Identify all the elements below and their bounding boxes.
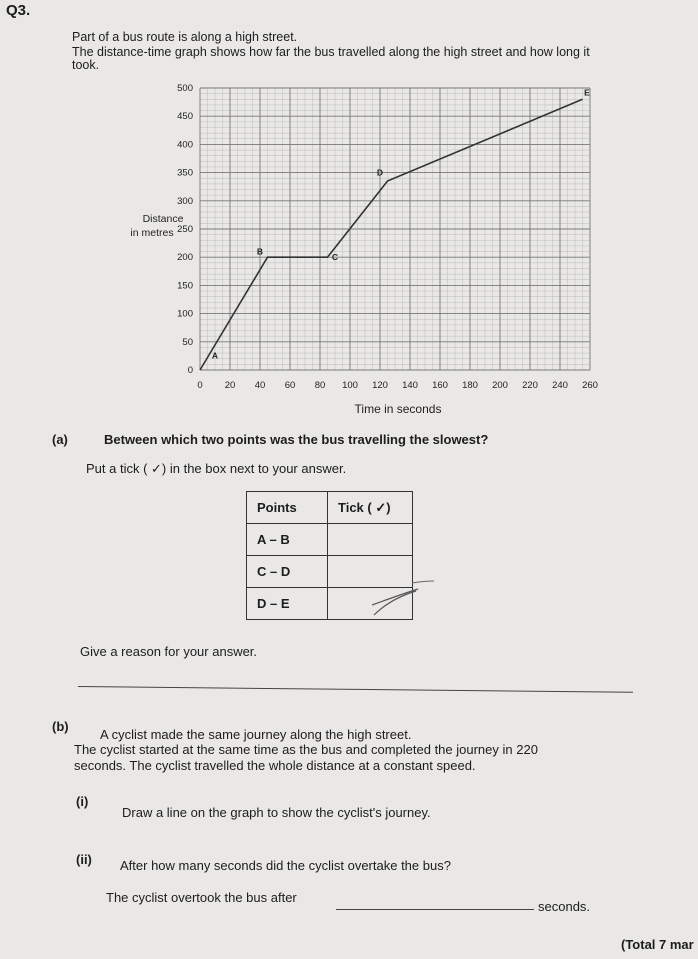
y-tick-label: 450	[177, 111, 193, 123]
point-label-a: A	[211, 350, 219, 361]
part-a-instruction: Put a tick ( ✓) in the box next to your answer.	[86, 461, 347, 476]
x-tick-label: 120	[372, 380, 388, 391]
point-label-d: D	[376, 167, 384, 178]
part-a-label: (a)	[52, 432, 68, 447]
part-b-label: (b)	[52, 719, 69, 734]
x-tick-label: 20	[224, 380, 236, 391]
x-tick-label: 220	[522, 380, 538, 391]
y-tick-label: 150	[177, 280, 193, 292]
total-marks: (Total 7 mar	[621, 937, 694, 952]
tick-header: Tick ( ✓)	[328, 492, 413, 524]
part-a-question: Between which two points was the bus travelling the slowest?	[104, 432, 489, 447]
answer-table-header	[247, 492, 413, 524]
x-tick-label: 100	[342, 380, 358, 391]
y-tick-label: 100	[177, 308, 193, 320]
table-row	[247, 524, 413, 556]
x-tick-label: 160	[432, 380, 448, 391]
y-tick-label: 0	[187, 365, 193, 376]
y-tick-label: 350	[177, 167, 193, 179]
x-tick-label: 260	[582, 380, 598, 391]
seconds-answer-line[interactable]	[336, 909, 534, 910]
answer-prefix: The cyclist overtook the bus after	[106, 890, 297, 905]
part-b-line-1: A cyclist made the same journey along the high street.	[100, 727, 412, 742]
points-header: Points	[247, 492, 328, 524]
x-tick-label: 40	[254, 380, 266, 391]
sub-i-label: (i)	[76, 794, 89, 809]
x-tick-label: 240	[552, 380, 568, 391]
intro-line-1: Part of a bus route is along a high street.	[72, 30, 298, 44]
reason-answer-line[interactable]	[78, 686, 633, 693]
x-axis-ticks	[197, 380, 598, 391]
x-axis-label: Time in seconds	[354, 402, 442, 416]
intro-line-3: took.	[72, 58, 100, 72]
x-tick-label: 60	[284, 380, 296, 391]
row-points-c-d: C – D	[247, 556, 328, 588]
x-tick-label: 140	[402, 380, 418, 391]
y-tick-label: 200	[177, 252, 193, 264]
row-points-a-b: A – B	[247, 524, 328, 556]
part-b-line-2: The cyclist started at the same time as the bus and completed the journey in 220	[74, 742, 538, 757]
x-tick-label: 180	[462, 380, 478, 391]
point-label-c: C	[331, 252, 339, 263]
sub-ii-text: After how many seconds did the cyclist overtake the bus?	[120, 858, 451, 873]
y-tick-label: 300	[177, 195, 193, 207]
y-axis-ticks	[177, 83, 193, 376]
point-labels	[212, 87, 590, 360]
y-axis-label-line-2: in metres	[130, 227, 174, 239]
part-b-line-3: seconds. The cyclist travelled the whole distance at a constant speed.	[74, 758, 476, 773]
sub-ii-label: (ii)	[76, 852, 92, 867]
intro-line-2: The distance-time graph shows how far the bus travelled along the high street and how long it	[72, 45, 590, 59]
y-axis-label-line-1: Distance	[142, 213, 184, 225]
point-label-b: B	[256, 246, 264, 257]
x-tick-label: 80	[314, 380, 326, 391]
row-points-d-e: D – E	[247, 588, 328, 620]
pen-marks	[360, 575, 440, 625]
answer-suffix: seconds.	[538, 899, 591, 914]
y-tick-label: 400	[177, 139, 193, 151]
reason-prompt: Give a reason for your answer.	[80, 644, 258, 659]
y-tick-label: 50	[182, 336, 193, 348]
x-tick-label: 200	[492, 380, 508, 391]
x-tick-label: 0	[197, 380, 203, 391]
question-number: Q3.	[6, 2, 31, 19]
tick-box-a-b[interactable]	[328, 524, 413, 556]
point-label-e: E	[584, 87, 590, 98]
distance-time-graph	[0, 0, 698, 430]
y-tick-label: 500	[177, 83, 193, 94]
y-tick-label: 250	[177, 224, 193, 235]
sub-i-text: Draw a line on the graph to show the cyclist's journey.	[122, 805, 431, 820]
